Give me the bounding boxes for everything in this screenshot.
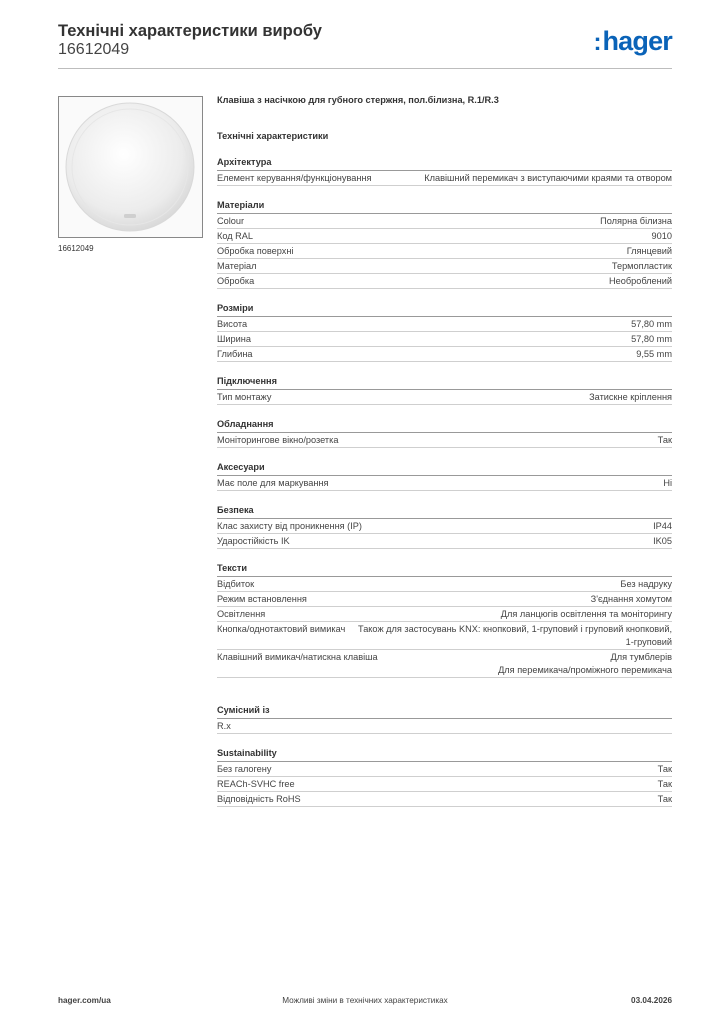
spec-section bbox=[217, 418, 672, 448]
spec-row bbox=[217, 476, 672, 491]
spec-value: Термопластик bbox=[611, 261, 672, 271]
section-title: Підключення bbox=[217, 375, 672, 390]
spec-row bbox=[217, 390, 672, 405]
section-gap bbox=[217, 678, 672, 691]
spec-key: Режим встановлення bbox=[217, 594, 307, 604]
spec-key: R.x bbox=[217, 721, 231, 731]
spec-sections bbox=[217, 156, 672, 807]
spec-row bbox=[217, 214, 672, 229]
spec-value: IK05 bbox=[653, 536, 672, 546]
spec-key: Тип монтажу bbox=[217, 392, 272, 402]
document-header bbox=[58, 20, 322, 58]
spec-value: Так bbox=[657, 764, 672, 774]
spec-row bbox=[217, 762, 672, 777]
footer-date: 03.04.2026 bbox=[631, 996, 672, 1005]
spec-row bbox=[217, 607, 672, 622]
spec-key: Клас захисту від проникнення (IP) bbox=[217, 521, 362, 531]
spec-row bbox=[217, 433, 672, 448]
spec-value: Необроблений bbox=[609, 276, 672, 286]
spec-key: Має поле для маркування bbox=[217, 478, 329, 488]
spec-key: Обробка поверхні bbox=[217, 246, 294, 256]
spec-section bbox=[217, 375, 672, 405]
logo-text: hager bbox=[602, 26, 672, 56]
spec-value: Затискне кріплення bbox=[589, 392, 672, 402]
document-title: Технічні характеристики виробу bbox=[58, 22, 322, 40]
spec-value: 57,80 mm bbox=[631, 334, 672, 344]
spec-row bbox=[217, 229, 672, 244]
spec-key: Відбиток bbox=[217, 579, 255, 589]
spec-value: Для тумблерів Для перемикача/проміжного перемикача bbox=[498, 652, 672, 675]
spec-key: Ширина bbox=[217, 334, 251, 344]
spec-key: Клавішний вимикач/натискна клавіша bbox=[217, 652, 378, 662]
spec-value: Ні bbox=[663, 478, 672, 488]
spec-section bbox=[217, 199, 672, 289]
spec-row bbox=[217, 792, 672, 807]
spec-row bbox=[217, 274, 672, 289]
spec-row bbox=[217, 650, 672, 678]
spec-value: Для ланцюгів освітлення та моніторингу bbox=[500, 609, 672, 619]
spec-value: Полярна білизна bbox=[600, 216, 672, 226]
spec-value: 9,55 mm bbox=[636, 349, 672, 359]
product-number: 16612049 bbox=[58, 41, 130, 58]
section-title: Матеріали bbox=[217, 199, 672, 214]
spec-row bbox=[217, 171, 672, 186]
spec-key: Colour bbox=[217, 216, 245, 226]
spec-key: Глибина bbox=[217, 349, 253, 359]
spec-key: Код RAL bbox=[217, 231, 254, 241]
hager-logo bbox=[593, 26, 672, 58]
spec-row bbox=[217, 347, 672, 362]
spec-key: Без галогену bbox=[217, 764, 272, 774]
image-caption: 16612049 bbox=[58, 244, 94, 253]
spec-section bbox=[217, 504, 672, 549]
spec-section bbox=[217, 562, 672, 678]
spec-key: Ударостійкість IK bbox=[217, 536, 290, 546]
spec-section bbox=[217, 302, 672, 362]
spec-key: Висота bbox=[217, 319, 248, 329]
spec-key: Матеріал bbox=[217, 261, 257, 271]
rocker-switch-image bbox=[59, 97, 202, 237]
spec-row bbox=[217, 777, 672, 792]
spec-value: Без надруку bbox=[620, 579, 672, 589]
spec-value: IP44 bbox=[653, 521, 672, 531]
section-title: Тексти bbox=[217, 562, 672, 577]
spec-row bbox=[217, 534, 672, 549]
spec-key: Елемент керування/функціонування bbox=[217, 173, 372, 183]
spec-row bbox=[217, 577, 672, 592]
header-divider bbox=[58, 68, 672, 69]
spec-value: 57,80 mm bbox=[631, 319, 672, 329]
spec-value: 9010 bbox=[651, 231, 672, 241]
spec-row bbox=[217, 519, 672, 534]
spec-row bbox=[217, 244, 672, 259]
spec-value: З'єднання хомутом bbox=[590, 594, 672, 604]
spec-section bbox=[217, 704, 672, 734]
spec-value: Так bbox=[657, 779, 672, 789]
spec-key: Кнопка/однотактовий вимикач bbox=[217, 624, 346, 634]
section-title: Безпека bbox=[217, 504, 672, 519]
section-title: Sustainability bbox=[217, 747, 672, 762]
spec-row bbox=[217, 317, 672, 332]
spec-key: Відповідність RoHS bbox=[217, 794, 301, 804]
spec-table bbox=[217, 93, 672, 807]
product-name: Клавіша з насічкою для губного стержня, пол.білизна, R.1/R.3 bbox=[217, 95, 499, 105]
logo-colon: : bbox=[593, 29, 602, 56]
product-image bbox=[58, 96, 203, 238]
spec-key: Обробка bbox=[217, 276, 255, 286]
spec-key: Освітлення bbox=[217, 609, 266, 619]
section-title: Сумісний із bbox=[217, 704, 672, 719]
spec-section bbox=[217, 747, 672, 807]
spec-row bbox=[217, 592, 672, 607]
spec-row bbox=[217, 719, 672, 734]
section-title: Архітектура bbox=[217, 156, 672, 171]
section-title: Обладнання bbox=[217, 418, 672, 433]
spec-value: Також для застосувань KNX: кнопковий, 1-груповий і груповий кнопковий, 1-груповий bbox=[358, 624, 672, 647]
section-title: Аксесуари bbox=[217, 461, 672, 476]
spec-key: REACh-SVHC free bbox=[217, 779, 295, 789]
footer-website: hager.com/ua bbox=[58, 996, 111, 1005]
spec-value: Так bbox=[657, 794, 672, 804]
spec-section bbox=[217, 461, 672, 491]
section-title: Розміри bbox=[217, 302, 672, 317]
footer-disclaimer: Можливі зміни в технічних характеристиках bbox=[282, 996, 448, 1005]
spec-value: Так bbox=[657, 435, 672, 445]
spec-value: Клавішний перемикач з виступаючими краями та отвором bbox=[424, 173, 672, 183]
spec-row bbox=[217, 259, 672, 274]
spec-row bbox=[217, 332, 672, 347]
spec-heading: Технічні характеристики bbox=[217, 131, 329, 141]
spec-section bbox=[217, 156, 672, 186]
spec-value: Глянцевий bbox=[626, 246, 672, 256]
spec-row bbox=[217, 622, 672, 650]
spec-key: Моніторингове вікно/розетка bbox=[217, 435, 339, 445]
